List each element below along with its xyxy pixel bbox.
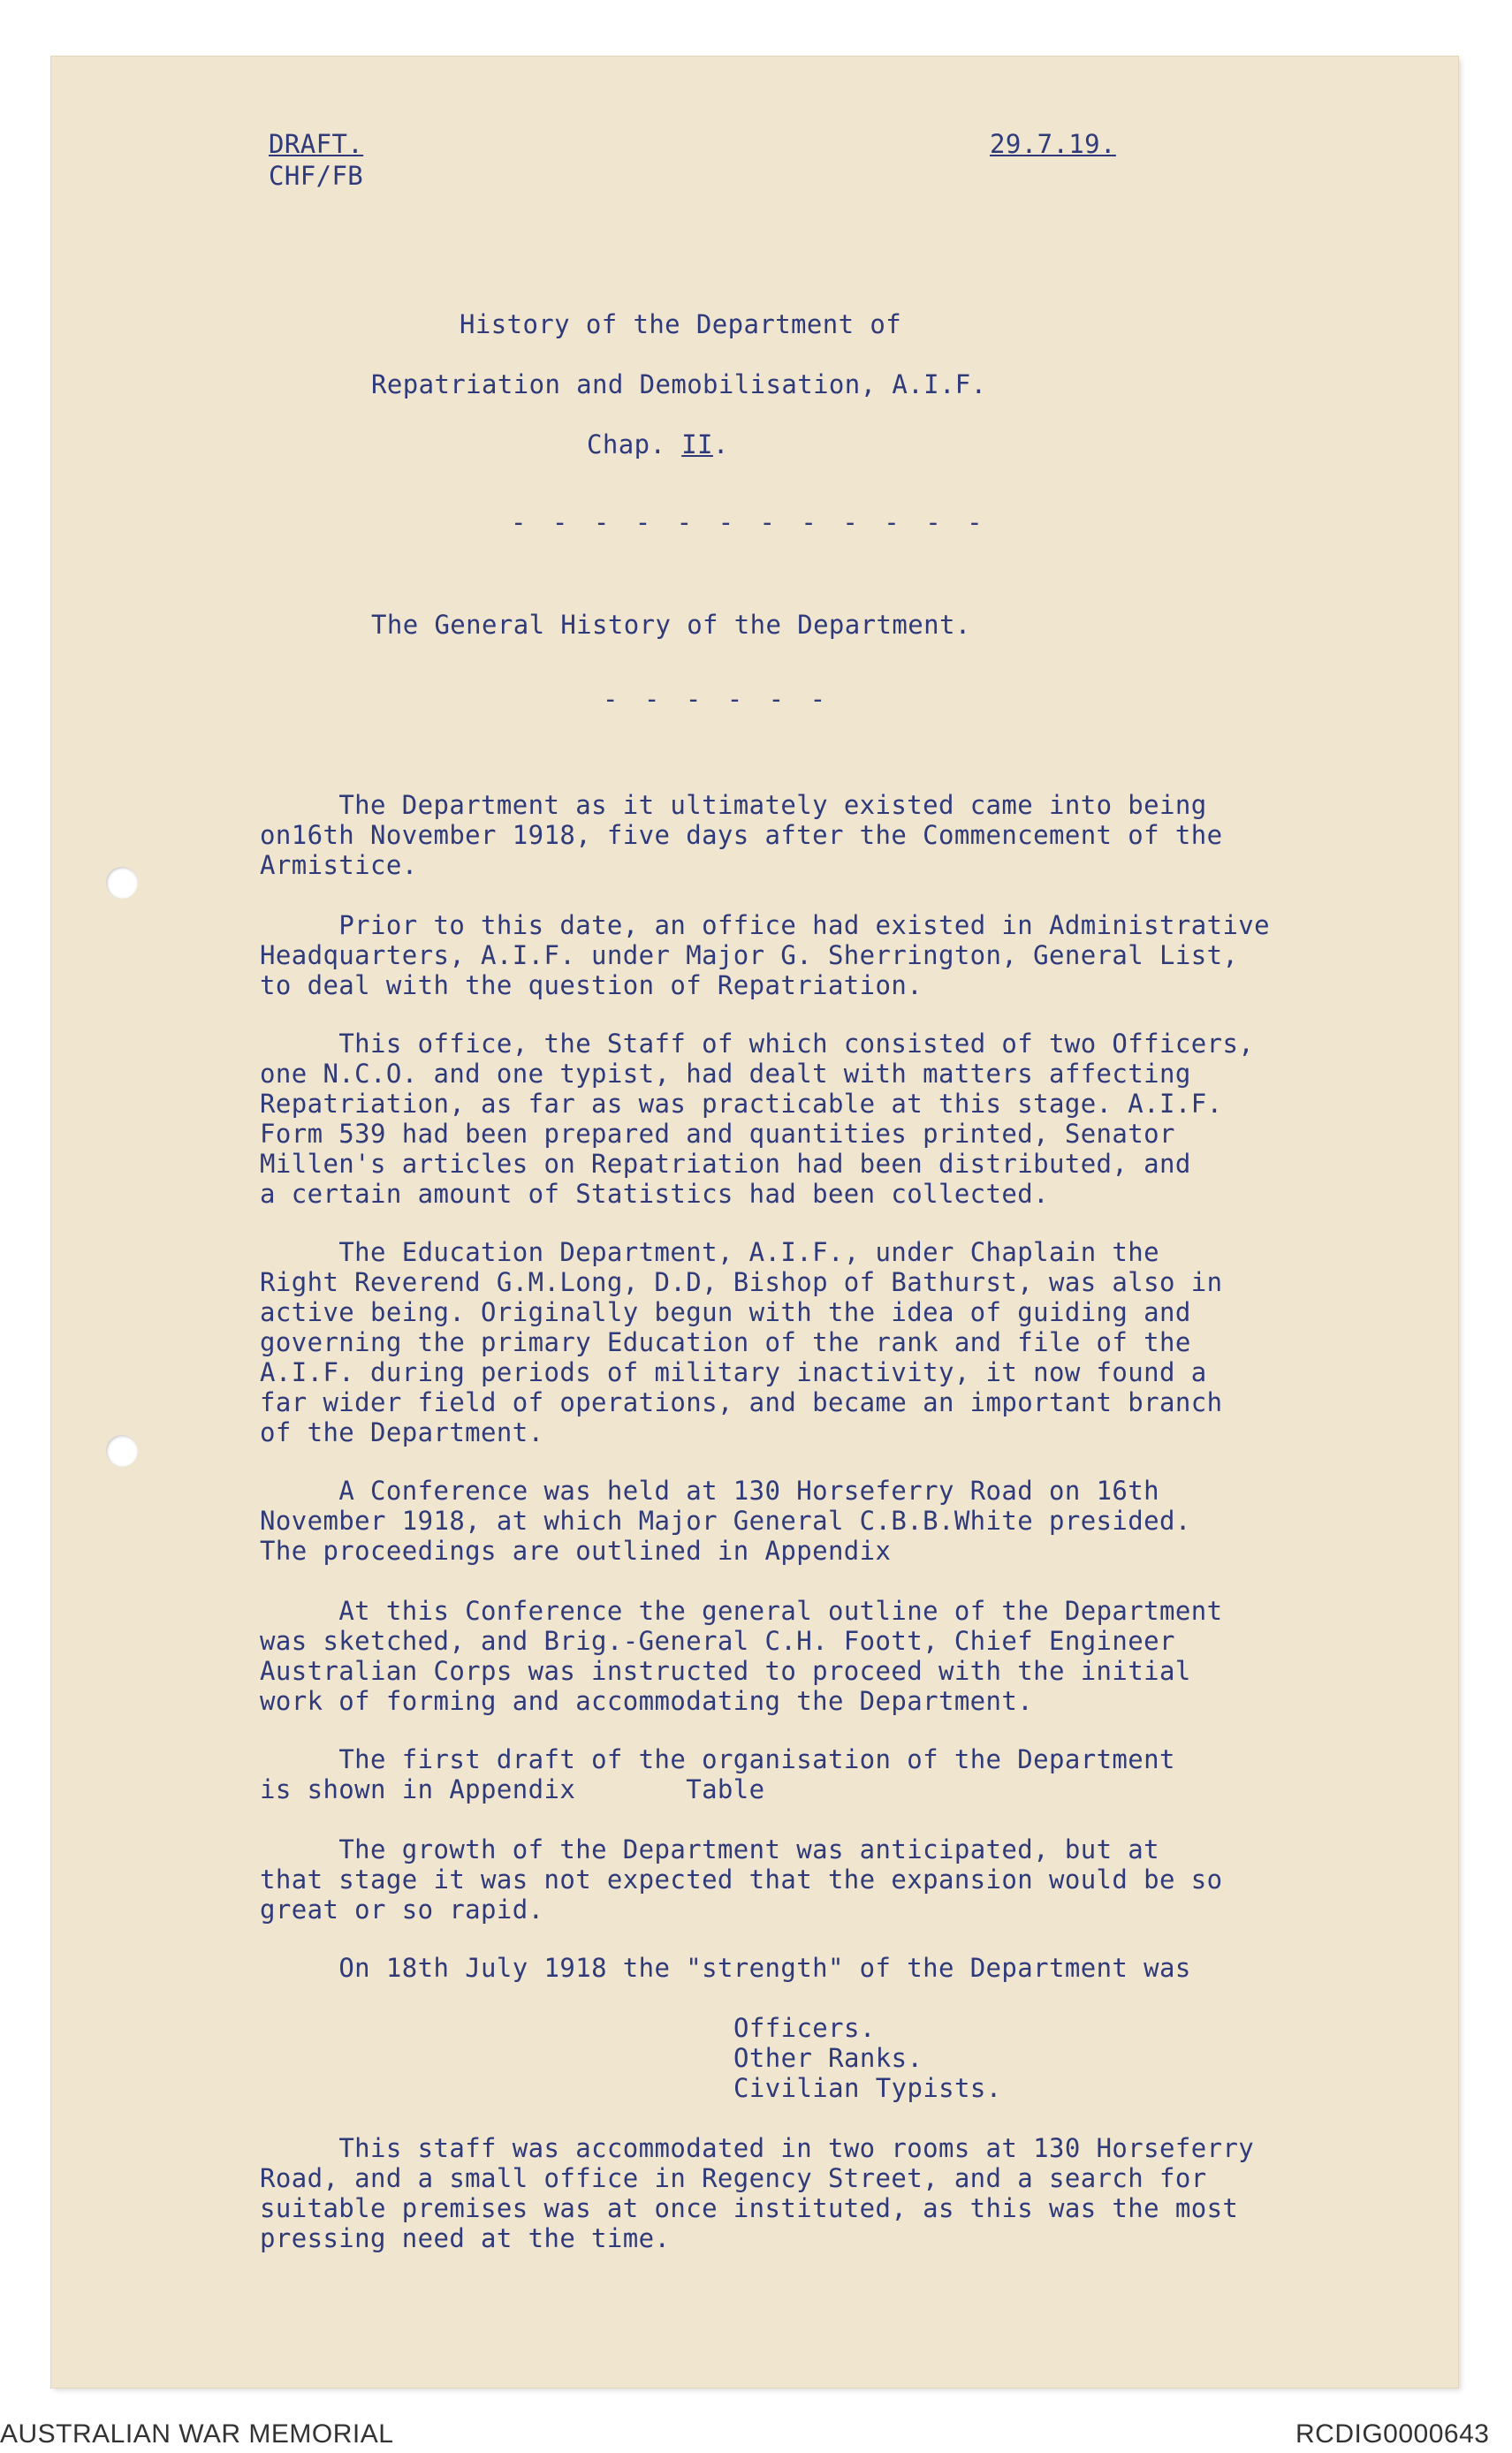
paragraph-4: The Education Department, A.I.F., under Chaplain the Right Reverend G.M.Long, D.D, Bishop of Bathurst, was also in active being. Originally begun with the idea of guiding and governing the primary Education of the rank and file of the A.I.F. during periods of military inactivity, it now found a far wider field of operations, and became an important branch of the Department. bbox=[260, 1237, 1223, 1447]
reference-code: CHF/FB bbox=[269, 161, 364, 191]
paragraph-3: This office, the Staff of which consisted of two Officers, one N.C.O. and one typist, had dealt with matters affecting Repatriation, as far as was practicable at this stage. A.I.F. Form 539 had been prepared and quantities printed, Senator Millen's articles on Repatriation had been distributed, and a certain amount of Statistics had been collected. bbox=[260, 1029, 1255, 1209]
separator-rule-1: - - - - - - - - - - - - bbox=[511, 507, 988, 537]
chapter-number: II bbox=[681, 429, 713, 459]
paragraph-10: This staff was accommodated in two rooms at 130 Horseferry Road, and a small office in Regency Street, and a search for suitable premises was at once instituted, as this was the most pressing need at the time. bbox=[260, 2133, 1255, 2253]
chapter-heading bbox=[587, 429, 729, 459]
title-line-1: History of the Department of bbox=[460, 309, 902, 339]
paragraph-1: The Department as it ultimately existed came into being on16th November 1918, five days after the Commencement of the Armistice. bbox=[260, 790, 1223, 880]
chapter-prefix: Chap. bbox=[587, 429, 666, 459]
strength-list-item-3: Civilian Typists. bbox=[733, 2073, 1002, 2103]
strength-list-item-1: Officers. bbox=[733, 2013, 876, 2043]
title-line-2: Repatriation and Demobilisation, A.I.F. bbox=[371, 369, 987, 399]
paragraph-9: On 18th July 1918 the "strength" of the Department was bbox=[260, 1953, 1191, 1983]
draft-label: DRAFT. bbox=[269, 129, 364, 159]
punch-hole-bottom bbox=[106, 1435, 138, 1467]
document-date: 29.7.19. bbox=[990, 129, 1116, 159]
strength-list-item-2: Other Ranks. bbox=[733, 2043, 923, 2073]
paragraph-2: Prior to this date, an office had existed in Administrative Headquarters, A.I.F. under Major G. Sherrington, General List, to deal with the question of Repatriation. bbox=[260, 910, 1271, 1000]
archive-credit: AUSTRALIAN WAR MEMORIAL bbox=[0, 2419, 394, 2449]
punch-hole-top bbox=[106, 867, 138, 899]
paragraph-6: At this Conference the general outline of the Department was sketched, and Brig.-General C.H. Foott, Chief Engineer Australian Corps was instructed to proceed with the initial work of forming and accommodating the Department. bbox=[260, 1596, 1223, 1716]
paragraph-5: A Conference was held at 130 Horseferry Road on 16th November 1918, at which Major General C.B.B.White presided. The proceedings are outlined in Appendix bbox=[260, 1476, 1191, 1566]
separator-rule-2: - - - - - - bbox=[603, 684, 832, 714]
paragraph-8: The growth of the Department was anticipated, but at that stage it was not expected that the expansion would be so great or so rapid. bbox=[260, 1834, 1223, 1925]
chapter-suffix: . bbox=[712, 429, 729, 459]
paragraph-7: The first draft of the organisation of the Department is shown in Appendix Table bbox=[260, 1744, 1175, 1804]
section-subtitle: The General History of the Department. bbox=[371, 610, 971, 640]
archive-reference: RCDIG0000643 bbox=[1295, 2419, 1490, 2449]
